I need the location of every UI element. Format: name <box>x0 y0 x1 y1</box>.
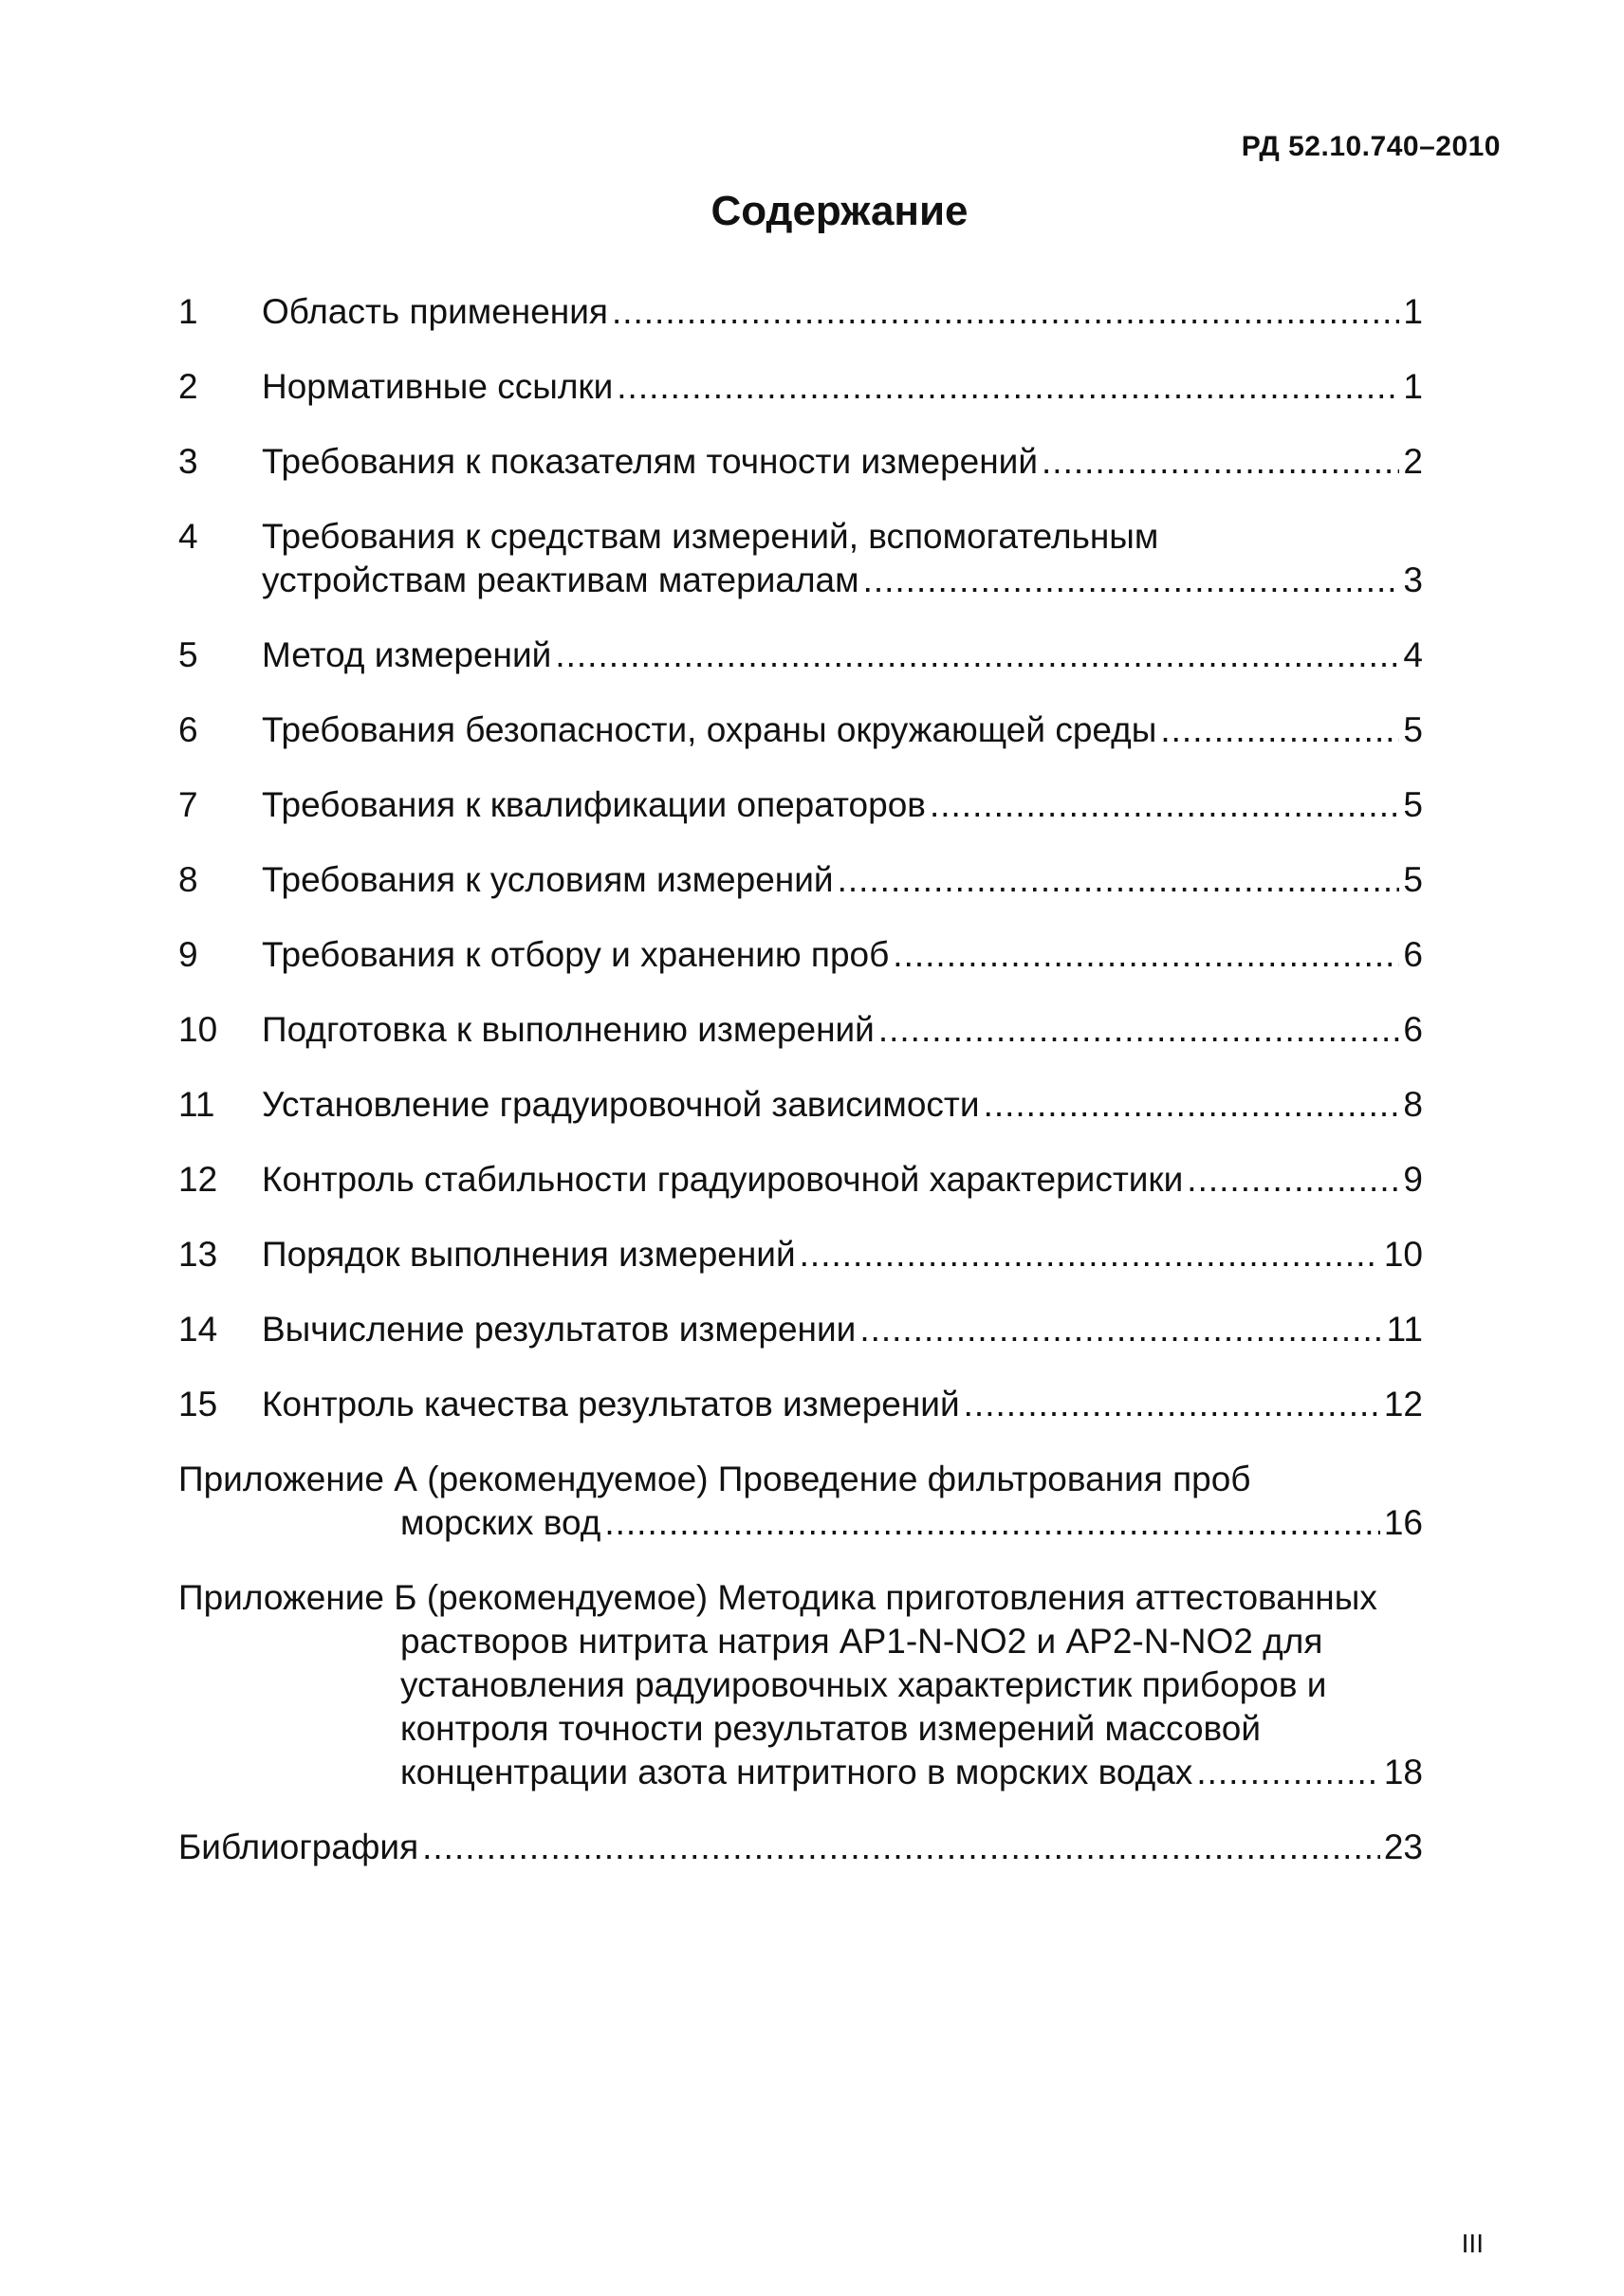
toc-entry-5[interactable] <box>178 634 1423 677</box>
toc-appendix-a[interactable] <box>178 1458 1423 1545</box>
toc-entry-number: 6 <box>178 710 198 749</box>
toc-entry-page: 4 <box>1403 635 1423 674</box>
page-title: Содержание <box>710 188 969 234</box>
toc-entry-title: Подготовка к выполнению измерений <box>262 1010 875 1049</box>
toc-entry-title: Требования к отбору и хранению проб <box>262 935 890 974</box>
toc-entry-title: Требования к условиям измерений <box>262 860 834 899</box>
toc-entry-number: 9 <box>178 935 198 974</box>
toc-entry-10[interactable] <box>178 1008 1423 1052</box>
appendix-title-line: растворов нитрита натрия АР1-N-NO2 и АР2-N-NO2 для <box>400 1622 1323 1661</box>
toc-entry-2[interactable] <box>178 365 1423 409</box>
toc-entry-14[interactable] <box>178 1308 1423 1351</box>
dot-leader <box>1196 1751 1380 1794</box>
toc-entry-15[interactable] <box>178 1383 1423 1426</box>
toc-entry-title-line: Требования к средствам измерений, вспомогательным <box>262 517 1159 556</box>
dot-leader <box>800 1233 1380 1277</box>
dot-leader <box>863 559 1400 602</box>
dot-leader <box>422 1826 1380 1869</box>
toc-entry-page: 2 <box>1403 442 1423 481</box>
appendix-title-line: установления радуировочных характеристик приборов и <box>400 1665 1327 1704</box>
dot-leader <box>604 1501 1380 1545</box>
dot-leader <box>878 1008 1400 1052</box>
toc-entry-number: 8 <box>178 860 198 899</box>
dot-leader <box>930 783 1399 827</box>
dot-leader <box>612 290 1399 334</box>
document-code: РД 52.10.740–2010 <box>1241 131 1501 162</box>
toc-entry-7[interactable] <box>178 783 1423 827</box>
toc-entry-12[interactable] <box>178 1158 1423 1202</box>
dot-leader <box>1160 708 1399 752</box>
toc-entry-page: 11 <box>1386 1310 1423 1349</box>
toc-entry-8[interactable] <box>178 858 1423 902</box>
toc-entry-13[interactable] <box>178 1233 1423 1277</box>
toc-entry-number: 14 <box>178 1310 218 1349</box>
toc-entry-title-line: устройствам реактивам материалам <box>262 560 859 599</box>
toc-entry-title: Требования безопасности, охраны окружающей среды <box>262 710 1157 749</box>
toc-appendix-b[interactable] <box>178 1576 1423 1794</box>
dot-leader <box>984 1083 1400 1127</box>
toc-entry-title: Область применения <box>262 292 608 331</box>
dot-leader <box>555 634 1399 677</box>
toc-entry-page: 12 <box>1383 1385 1423 1424</box>
toc-entry-6[interactable] <box>178 708 1423 752</box>
toc-entry-page: 1 <box>1403 292 1423 331</box>
toc-entry-title: Требования к показателям точности измерений <box>262 442 1039 481</box>
dot-leader <box>964 1383 1380 1426</box>
toc-entry-page: 5 <box>1403 710 1423 749</box>
toc-entry-number: 4 <box>178 517 198 556</box>
appendix-page: 16 <box>1383 1503 1423 1542</box>
toc-entry-page: 10 <box>1383 1235 1423 1274</box>
toc-entry-title: Нормативные ссылки <box>262 367 614 406</box>
toc-entry-9[interactable] <box>178 933 1423 977</box>
toc-entry-4[interactable] <box>178 515 1423 602</box>
toc-entry-1[interactable] <box>178 290 1423 334</box>
toc-entry-title: Вычисление результатов измерении <box>262 1310 857 1349</box>
toc-entry-page: 1 <box>1403 367 1423 406</box>
toc-entry-title: Контроль стабильности градуировочной характеристики <box>262 1160 1184 1199</box>
toc-entry-page: 5 <box>1403 785 1423 824</box>
bibliography-title: Библиография <box>178 1828 419 1866</box>
toc-entry-11[interactable] <box>178 1083 1423 1127</box>
toc-entry-page: 3 <box>1403 560 1423 599</box>
toc-entry-number: 1 <box>178 292 198 331</box>
dot-leader <box>1042 440 1399 484</box>
toc-entry-number: 15 <box>178 1385 218 1424</box>
toc-entry-page: 9 <box>1403 1160 1423 1199</box>
toc-entry-page: 5 <box>1403 860 1423 899</box>
appendix-title-line: концентрации азота нитритного в морских водах <box>400 1753 1193 1791</box>
toc-entry-title: Метод измерений <box>262 635 552 674</box>
toc-entry-number: 12 <box>178 1160 218 1199</box>
dot-leader <box>838 858 1400 902</box>
toc-entry-number: 3 <box>178 442 198 481</box>
toc-entry-number: 10 <box>178 1010 218 1049</box>
toc-entry-number: 11 <box>178 1085 215 1124</box>
appendix-title-line: морских вод <box>400 1503 601 1542</box>
toc-entry-title: Порядок выполнения измерений <box>262 1235 796 1274</box>
dot-leader <box>859 1308 1382 1351</box>
appendix-title-line: контроля точности результатов измерений массовой <box>400 1709 1262 1748</box>
toc-entry-title: Установление градуировочной зависимости <box>262 1085 980 1124</box>
table-of-contents <box>178 290 1423 1869</box>
dot-leader <box>893 933 1399 977</box>
appendix-title-line: Приложение А (рекомендуемое) Проведение фильтрования проб <box>178 1460 1251 1498</box>
appendix-title-line: Приложение Б (рекомендуемое) Методика приготовления аттестованных <box>178 1578 1377 1617</box>
toc-entry-page: 6 <box>1403 1010 1423 1049</box>
page-number: III <box>1461 2229 1484 2258</box>
dot-leader <box>617 365 1399 409</box>
dot-leader <box>1187 1158 1399 1202</box>
toc-entry-number: 5 <box>178 635 198 674</box>
toc-entry-number: 13 <box>178 1235 218 1274</box>
bibliography-page: 23 <box>1383 1828 1423 1866</box>
toc-entry-page: 8 <box>1403 1085 1423 1124</box>
toc-entry-number: 7 <box>178 785 198 824</box>
toc-bibliography[interactable] <box>178 1826 1423 1869</box>
toc-entry-title: Требования к квалификации операторов <box>262 785 926 824</box>
toc-entry-3[interactable] <box>178 440 1423 484</box>
appendix-page: 18 <box>1383 1753 1423 1791</box>
toc-entry-number: 2 <box>178 367 198 406</box>
toc-entry-page: 6 <box>1403 935 1423 974</box>
toc-entry-title: Контроль качества результатов измерений <box>262 1385 960 1424</box>
